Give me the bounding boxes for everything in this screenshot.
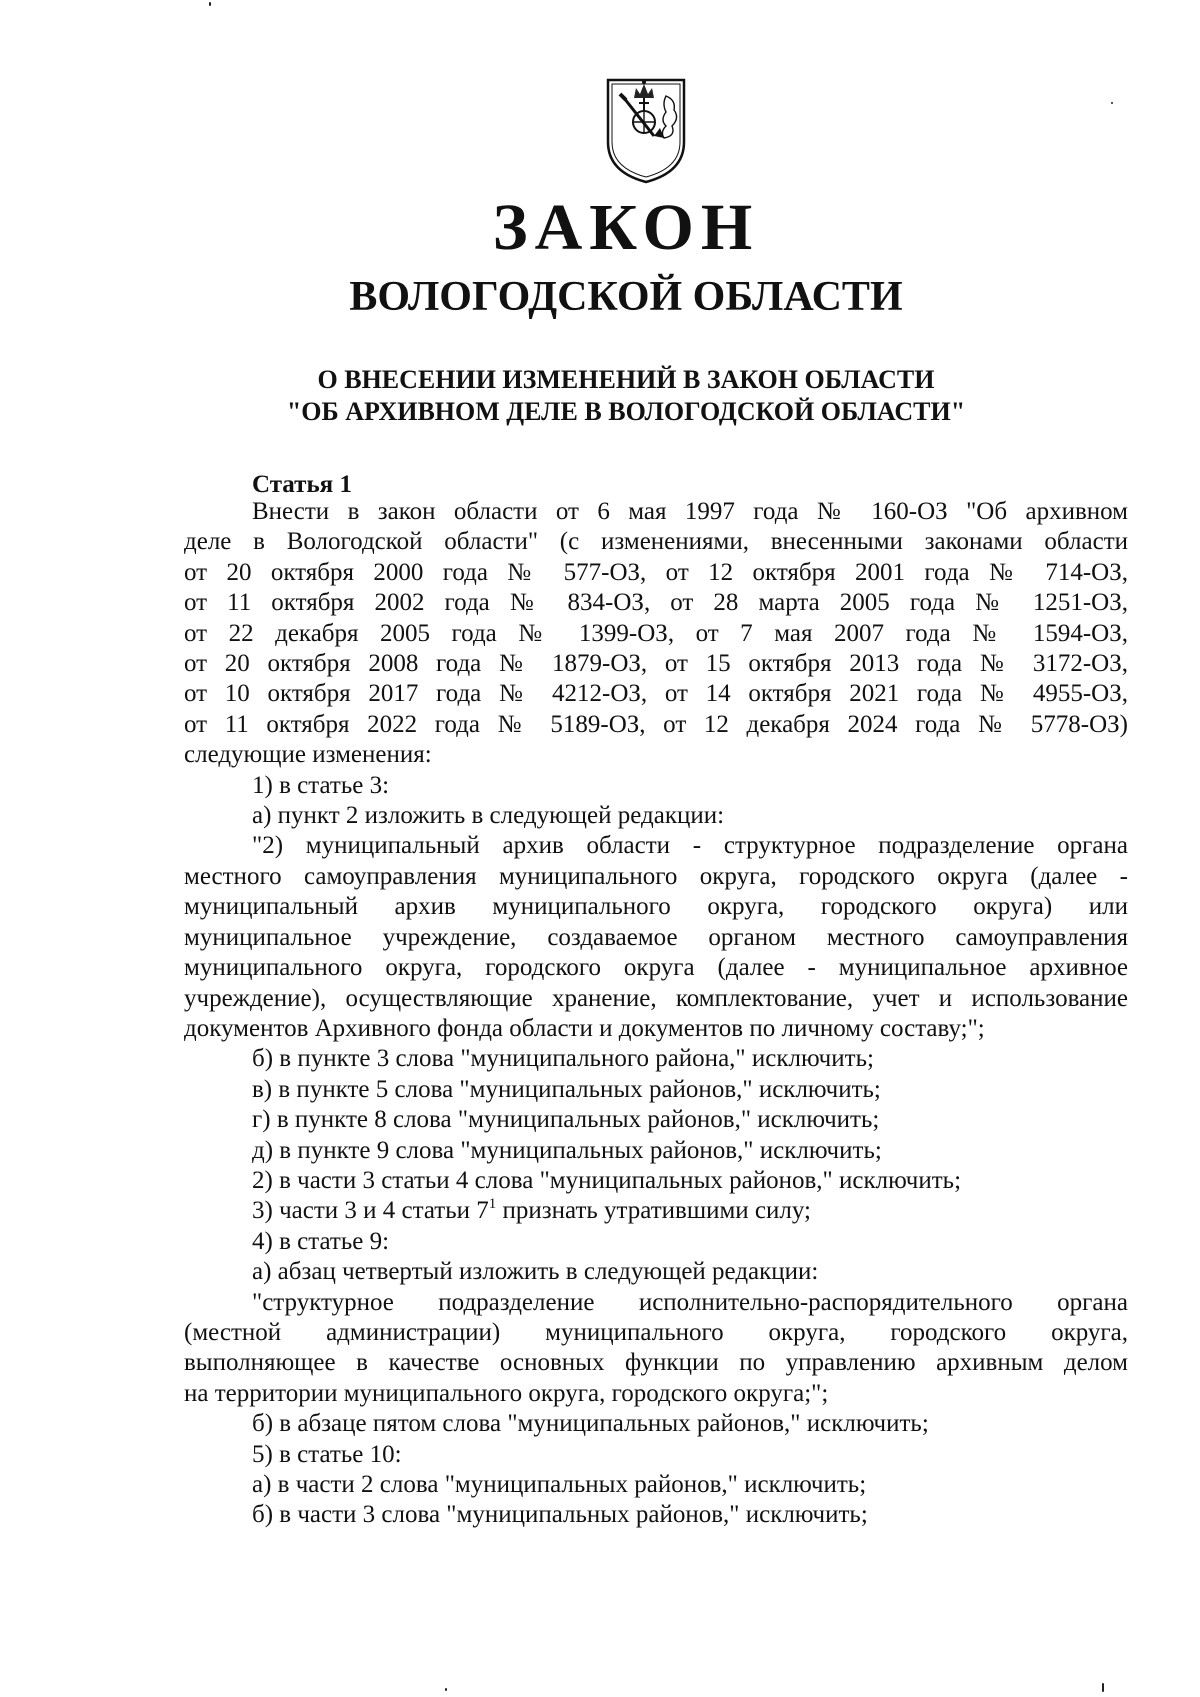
quote-line: выполняющее в качестве основных функции по управлению архивным делом: [184, 1349, 1128, 1377]
quote-line: "2) муниципальный архив области - структурное подразделение органа: [252, 832, 1128, 860]
quote-line: (местной администрации) муниципального округа, городского округа,: [184, 1318, 1128, 1346]
quote-line: муниципальный архив муниципального округа, городского округа) или: [184, 893, 1128, 921]
quote-line: местного самоуправления муниципального округа, городского округа (далее -: [184, 862, 1128, 890]
item-1: 1) в статье 3:: [252, 771, 390, 799]
intro-line: Внести в закон области от 6 мая 1997 года № 160-ОЗ "Об архивном: [252, 498, 1128, 525]
scan-speck: [445, 1688, 447, 1691]
quote-line: документов Архивного фонда области и документов по личному составу;";: [184, 1014, 985, 1042]
item-1a: а) пункт 2 изложить в следующей редакции:: [252, 802, 725, 830]
intro-line: от 11 октября 2022 года № 5189-ОЗ, от 12 декабря 2024 года № 5778-ОЗ): [184, 710, 1128, 738]
vologda-coat-of-arms-icon: [604, 76, 688, 186]
quote-line: муниципального округа, городского округа (далее - муниципальное архивное: [184, 954, 1128, 982]
item-5a: а) в части 2 слова "муниципальных районов," исключить;: [252, 1471, 867, 1498]
article-title: Статья 1: [252, 471, 352, 498]
quote-line: "структурное подразделение исполнительно-распорядительного органа: [252, 1288, 1128, 1316]
law-heading-line: "ОБ АРХИВНОМ ДЕЛЕ В ВОЛОГОДСКОЙ ОБЛАСТИ": [286, 397, 966, 426]
item-1d: д) в пункте 9 слова "муниципальных районов," исключить;: [252, 1136, 882, 1164]
item-2: 2) в части 3 статьи 4 слова "муниципальных районов," исключить;: [252, 1166, 962, 1194]
intro-line: от 11 октября 2002 года № 834-ОЗ, от 28 марта 2005 года № 1251-ОЗ,: [184, 589, 1128, 617]
quote-line: муниципальное учреждение, создаваемое органом местного самоуправления: [184, 923, 1128, 951]
law-heading-line: О ВНЕСЕНИИ ИЗМЕНЕНИЙ В ЗАКОН ОБЛАСТИ: [317, 365, 935, 394]
article-body: [184, 497, 1128, 1531]
quote-line: на территории муниципального округа, городского округа;";: [184, 1379, 829, 1407]
document-title: ЗАКОН: [492, 191, 760, 264]
intro-line: от 10 октября 2017 года № 4212-ОЗ, от 14 октября 2021 года № 4955-ОЗ,: [184, 680, 1128, 708]
intro-line: деле в Вологодской области" (с изменениями, внесенными законами области: [184, 528, 1128, 556]
item-1g: г) в пункте 8 слова "муниципальных районов," исключить;: [252, 1106, 880, 1134]
quote-line: учреждение), осуществляющие хранение, комплектование, учет и использование: [184, 984, 1128, 1012]
law-heading: [0, 364, 1200, 428]
intro-line: следующие изменения:: [184, 741, 432, 769]
scan-speck: [209, 2, 211, 6]
intro-line: от 22 декабря 2005 года № 1399-ОЗ, от 7 мая 2007 года № 1594-ОЗ,: [184, 619, 1128, 647]
item-4b: б) в абзаце пятом слова "муниципальных районов," исключить;: [252, 1410, 929, 1438]
intro-line: от 20 октября 2000 года № 577-ОЗ, от 12 октября 2001 года № 714-ОЗ,: [184, 558, 1128, 586]
item-4a: а) абзац четвертый изложить в следующей редакции:: [252, 1258, 819, 1286]
item-1v: в) в пункте 5 слова "муниципальных районов," исключить;: [252, 1075, 881, 1103]
document-subtitle: ВОЛОГОДСКОЙ ОБЛАСТИ: [349, 274, 903, 320]
item-3-superscript: 1: [488, 1196, 497, 1213]
item-1b: б) в пункте 3 слова "муниципального района," исключить;: [252, 1045, 874, 1073]
scan-speck: [1111, 102, 1113, 104]
item-5: 5) в статье 10:: [252, 1440, 402, 1468]
item-3-text: 3) части 3 и 4 статьи 7: [252, 1197, 489, 1225]
scan-speck: [1102, 1683, 1104, 1692]
item-5b: б) в части 3 слова "муниципальных районов," исключить;: [252, 1501, 868, 1529]
item-4: 4) в статье 9:: [252, 1227, 390, 1255]
item-3-text-end: признать утратившими силу;: [496, 1197, 811, 1225]
intro-line: от 20 октября 2008 года № 1879-ОЗ, от 15 октября 2013 года № 3172-ОЗ,: [184, 650, 1128, 678]
item-3: [184, 1196, 1128, 1226]
